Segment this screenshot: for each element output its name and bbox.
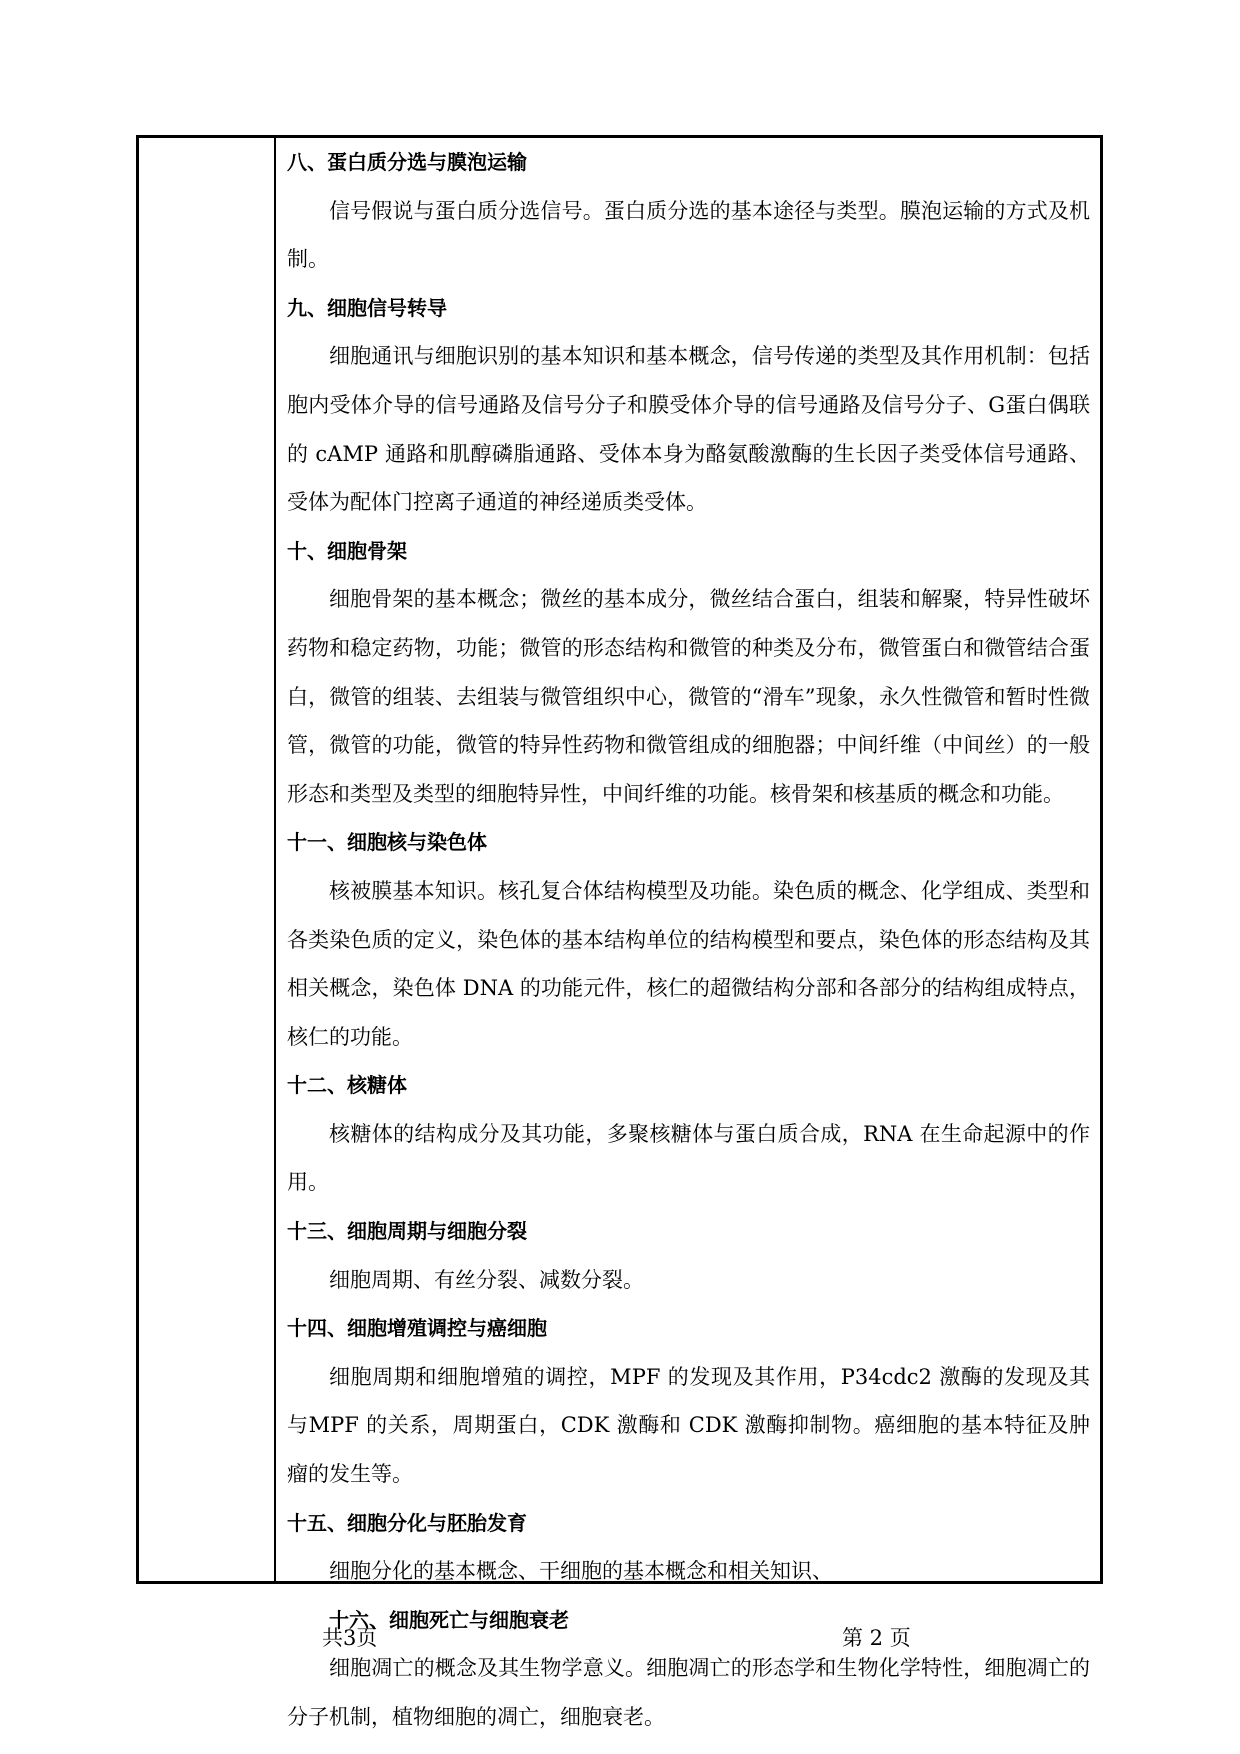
section-heading: 十五、细胞分化与胚胎发育 [287,1510,527,1535]
section-heading: 十四、细胞增殖调控与癌细胞 [287,1316,547,1341]
section-body: 信号假说与蛋白质分选信号。蛋白质分选的基本途径与类型。膜泡运输的方式及机制。 [287,198,1090,272]
section-heading: 十三、细胞周期与细胞分裂 [287,1219,527,1244]
section-body: 核被膜基本知识。核孔复合体结构模型及功能。染色质的概念、化学组成、类型和各类染色质的定义，染色体的基本结构单位的结构模型和要点，染色体的形态结构及其相关概念，染色体 DNA 的功能元件，核仁的超微结构分部和各部分的结构组成特点，核仁的功能。 [287,878,1090,1049]
content-cell [287,138,1090,1742]
section-heading: 十六、细胞死亡与细胞衰老 [329,1607,569,1632]
section-body: 细胞骨架的基本概念；微丝的基本成分，微丝结合蛋白，组装和解聚，特异性破坏药物和稳定药物，功能；微管的形态结构和微管的种类及分布，微管蛋白和微管结合蛋白，微管的组装、去组装与微管组织中心，微管的“滑车”现象，永久性微管和暂时性微管，微管的功能，微管的特异性药物和微管组成的细胞器；中间纤维（中间丝）的一般形态和类型及类型的细胞特异性，中间纤维的功能。核骨架和核基质的概念和功能。 [287,587,1090,806]
section-heading: 十二、核糖体 [287,1073,407,1098]
section-body: 细胞周期和细胞增殖的调控，MPF 的发现及其作用，P34cdc2 激酶的发现及其与MPF 的关系，周期蛋白，CDK 激酶和 CDK 激酶抑制物。癌细胞的基本特征及肿瘤的发生等。 [287,1364,1090,1487]
section-heading: 九、细胞信号转导 [287,295,447,320]
section-body: 细胞凋亡的概念及其生物学意义。细胞凋亡的形态学和生物化学特性，细胞凋亡的分子机制，植物细胞的凋亡，细胞衰老。 [287,1656,1090,1729]
section-heading: 十一、细胞核与染色体 [287,830,487,855]
section-heading: 十、细胞骨架 [287,538,407,563]
page-number-label: 第 2 页 [842,1626,911,1650]
section-body: 细胞周期、有丝分裂、减数分裂。 [329,1267,644,1292]
section-heading: 八、蛋白质分选与膜泡运输 [287,150,527,174]
section-body: 细胞分化的基本概念、干细胞的基本概念和相关知识、 [329,1559,833,1584]
section-body: 细胞通讯与细胞识别的基本知识和基本概念，信号传递的类型及其作用机制：包括胞内受体介导的信号通路及信号分子和膜受体介导的信号通路及信号分子、G蛋白偶联的 cAMP 通路和肌醇磷脂通路、受体本身为酪氨酸激酶的生长因子类受体信号通路、受体为配体门控离子通道的神经递质类受体。 [287,344,1090,515]
total-pages-label: 共3页 [322,1626,378,1650]
section-body: 核糖体的结构成分及其功能，多聚核糖体与蛋白质合成，RNA 在生命起源中的作用。 [287,1121,1090,1195]
label-column-cell [139,138,276,1581]
